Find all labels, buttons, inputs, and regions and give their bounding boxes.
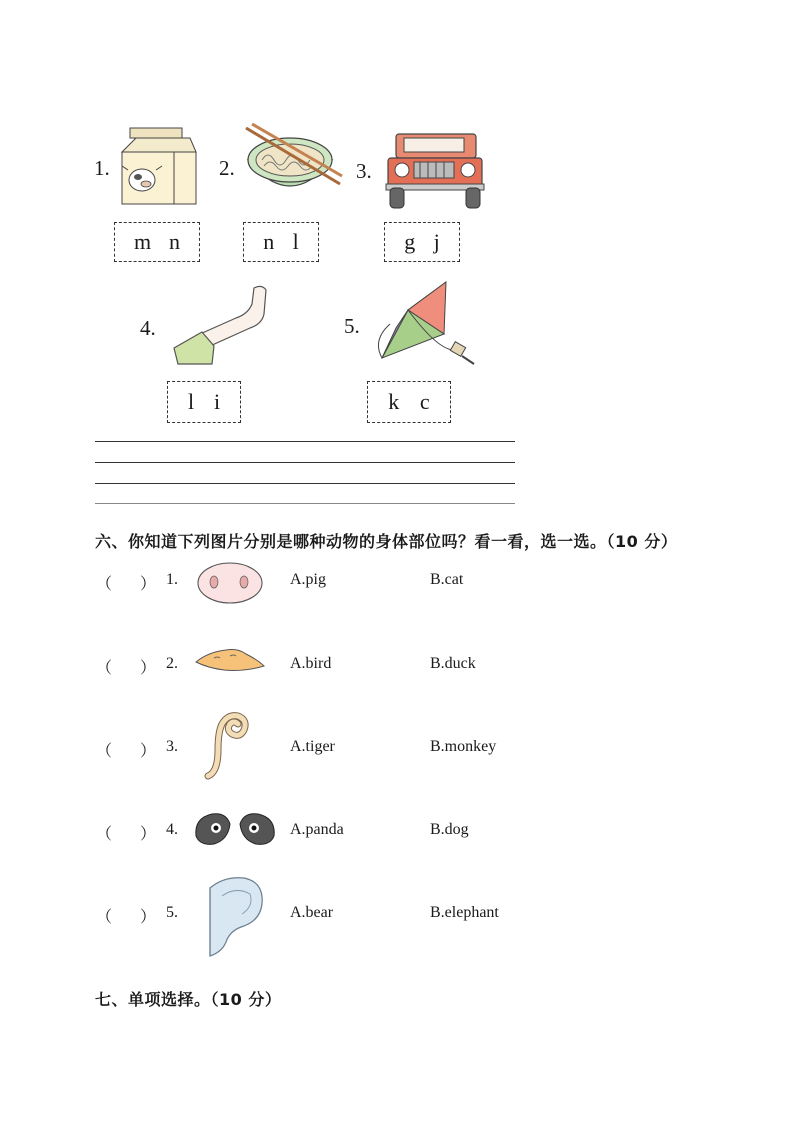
item-3-letter-box[interactable] (384, 222, 460, 262)
q1-option-b[interactable]: B.cat (430, 571, 464, 588)
q1-paren-close: ） (140, 574, 157, 593)
q5-option-a[interactable]: A.bear (290, 904, 334, 921)
milk-carton-icon (118, 124, 200, 206)
item-4-letter-b[interactable]: i (213, 389, 221, 414)
item-2-letter-b[interactable]: l (292, 229, 299, 254)
item-1-letter-b[interactable]: n (169, 229, 181, 254)
q3-answer-blank[interactable] (118, 733, 142, 759)
q3-option-a[interactable]: A.tiger (290, 738, 335, 755)
item-2-letter-a[interactable]: n (263, 229, 275, 254)
q2-number: 2. (166, 655, 178, 672)
panda-eyes-icon (192, 810, 278, 850)
q1-option-a[interactable]: A.pig (290, 571, 326, 588)
q5-answer-blank[interactable] (118, 899, 142, 925)
item-5-letter-box[interactable] (367, 381, 451, 423)
q4-option-b[interactable]: B.dog (430, 821, 469, 838)
q1-paren-open: （ (96, 574, 113, 593)
noodles-bowl-icon (240, 122, 344, 212)
q2-option-b[interactable]: B.duck (430, 655, 476, 672)
item-3-number: 3. (356, 159, 372, 183)
section-7-heading: 七、单项选择。（10 分） (95, 990, 282, 1009)
q4-paren-open: （ (96, 824, 113, 843)
q4-option-a[interactable]: A.panda (290, 821, 344, 838)
q2-answer-blank[interactable] (118, 650, 142, 676)
writing-line-4 (95, 503, 515, 504)
writing-line-3 (95, 483, 515, 484)
item-2-number: 2. (219, 156, 235, 180)
q2-paren-close: ） (140, 658, 157, 677)
item-2-letter-box[interactable] (243, 222, 319, 262)
leg-icon (166, 284, 272, 368)
item-1-letter-box[interactable] (114, 222, 200, 262)
pig-nose-icon (196, 560, 264, 606)
section-6-heading: 六、你知道下列图片分别是哪种动物的身体部位吗？看一看，选一选。（10 分） (95, 532, 678, 551)
q3-paren-open: （ (96, 741, 113, 760)
writing-line-1 (95, 441, 515, 442)
item-5-number: 5. (344, 314, 360, 338)
item-1-number: 1. (94, 156, 110, 180)
q2-option-a[interactable]: A.bird (290, 655, 332, 672)
q1-answer-blank[interactable] (118, 566, 142, 592)
q5-paren-open: （ (96, 907, 113, 926)
q3-number: 3. (166, 738, 178, 755)
item-4-letter-box[interactable] (167, 381, 241, 423)
q3-option-b[interactable]: B.monkey (430, 738, 497, 755)
item-3-letter-b[interactable]: j (433, 229, 440, 254)
item-4-letter-a[interactable]: l (187, 389, 195, 414)
item-5-letter-a[interactable]: k (388, 389, 400, 414)
item-5-letter-b[interactable]: c (419, 389, 430, 414)
writing-line-2 (95, 462, 515, 463)
kite-icon (368, 280, 478, 370)
elephant-ear-icon (204, 874, 268, 958)
duck-beak-icon (194, 648, 266, 674)
q4-answer-blank[interactable] (118, 816, 142, 842)
q5-number: 5. (166, 904, 178, 921)
monkey-tail-icon (202, 710, 252, 780)
q4-paren-close: ） (140, 824, 157, 843)
item-4-number: 4. (140, 316, 156, 340)
q4-number: 4. (166, 821, 178, 838)
q2-paren-open: （ (96, 658, 113, 677)
item-3-letter-a[interactable]: g (404, 229, 416, 254)
q5-paren-close: ） (140, 907, 157, 926)
q3-paren-close: ） (140, 741, 157, 760)
jeep-icon (384, 128, 486, 210)
q1-number: 1. (166, 571, 178, 588)
q5-option-b[interactable]: B.elephant (430, 904, 499, 921)
item-1-letter-a[interactable]: m (133, 229, 152, 254)
